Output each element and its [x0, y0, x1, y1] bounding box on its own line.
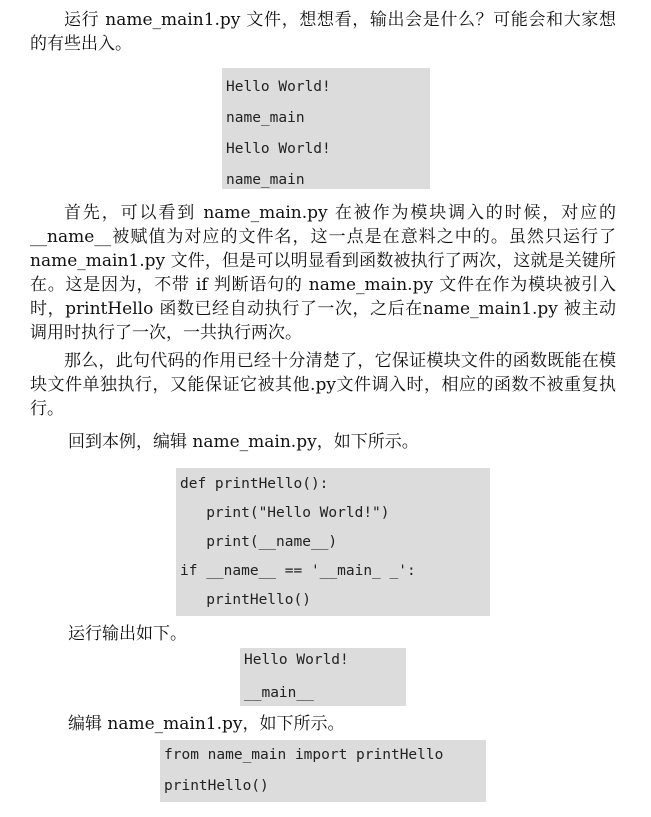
code-line: print("Hello World!")	[180, 505, 390, 521]
output-line: name_main	[226, 172, 305, 188]
caption-edit-name-main: 回到本例，编辑 name_main.py，如下所示。	[68, 432, 419, 452]
output-line: Hello World!	[226, 141, 331, 157]
code-block-name-main1	[160, 740, 486, 802]
output-line: Hello World!	[244, 652, 349, 668]
paragraph-explanation: 首先，可以看到 name_main.py 在被作为模块调入的时候，对应的__name__被赋值为对应的文件名，这一点是在意料之中的。虽然只运行了name_main1.py 文件，但是可以明显看到函数被执行了两次，这就是关键所在。这是因为，不带 if 判断语句的 name_main.py 文件在作为模块被引入时，printHello 函数已经自动执行了一次，之后在name_main1.py 被主动调用时执行了一次，一共执行两次。	[30, 203, 616, 343]
output-line: name_main	[226, 110, 305, 126]
paragraph-intro: 运行 name_main1.py 文件，想想看，输出会是什么？可能会和大家想的有些出入。	[30, 10, 616, 54]
code-line: print(__name__)	[180, 534, 338, 550]
code-block-name-main	[176, 468, 490, 616]
paragraph-conclusion: 那么，此句代码的作用已经十分清楚了，它保证模块文件的函数既能在模块文件单独执行，又能保证它被其他.py文件调入时，相应的函数不被重复执行。	[30, 351, 616, 419]
code-line: def printHello():	[180, 476, 329, 492]
caption-run-output: 运行输出如下。	[68, 624, 187, 644]
output-line: __main__	[244, 685, 314, 701]
caption-edit-name-main1: 编辑 name_main1.py，如下所示。	[68, 714, 345, 734]
output-block-1	[222, 68, 430, 189]
code-line: printHello()	[180, 592, 311, 608]
output-block-2	[240, 648, 406, 706]
code-line: printHello()	[164, 778, 269, 794]
code-line: if __name__ == '__main_ _':	[180, 563, 416, 579]
output-line: Hello World!	[226, 79, 331, 95]
code-line: from name_main import printHello	[164, 747, 444, 763]
